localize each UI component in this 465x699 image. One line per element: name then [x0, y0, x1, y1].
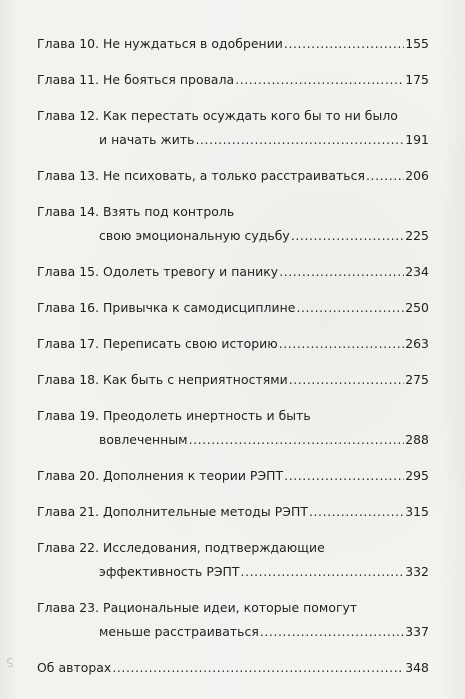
toc-entry-title-cont: и начать жить	[99, 132, 195, 147]
toc-page-number: 337	[405, 624, 429, 639]
toc-entry-chapter-17	[37, 332, 429, 356]
toc-entry-title: Глава 17. Переписать свою историю	[37, 336, 278, 351]
toc-entry-title: Об авторах	[37, 660, 112, 675]
toc-entry-title: Глава 16. Привычка к самодисциплине	[37, 300, 296, 315]
leader-dots	[284, 464, 404, 488]
toc-entry-title: Глава 11. Не бояться провала	[37, 72, 235, 87]
leader-dots	[195, 128, 404, 152]
toc-page-number: 225	[405, 228, 429, 243]
toc-page-number: 263	[405, 336, 429, 351]
toc-entry-chapter-23	[37, 596, 429, 644]
table-of-contents	[37, 32, 429, 675]
toc-entry-title: Глава 22. Исследования, подтверждающие	[37, 540, 325, 555]
toc-entry-chapter-11	[37, 68, 429, 92]
toc-entry-about-authors	[37, 656, 429, 680]
leader-dots	[366, 164, 404, 188]
leader-dots	[279, 260, 404, 284]
toc-entry-title: Глава 15. Одолеть тревогу и панику	[37, 264, 279, 279]
leader-dots	[289, 368, 404, 392]
leader-dots	[260, 620, 404, 644]
toc-page-number: 206	[405, 168, 429, 183]
leader-dots	[279, 332, 404, 356]
toc-page-number: 295	[405, 468, 429, 483]
toc-entry-title: Глава 23. Рациональные идеи, которые помогут	[37, 600, 358, 615]
toc-entry-title: Глава 19. Преодолеть инертность и быть	[37, 408, 311, 423]
toc-page-number: 332	[405, 564, 429, 579]
toc-entry-chapter-19	[37, 404, 429, 452]
toc-entry-chapter-20	[37, 464, 429, 488]
faint-page-number: 5	[6, 655, 14, 669]
toc-entry-chapter-22	[37, 536, 429, 584]
leader-dots	[189, 428, 405, 452]
toc-entry-title-cont: эффективность РЭПТ	[99, 564, 240, 579]
toc-entry-title-cont: вовлеченным	[99, 432, 188, 447]
toc-entry-title-cont: меньше расстраиваться	[99, 624, 259, 639]
toc-page-number: 191	[405, 132, 429, 147]
leader-dots	[241, 560, 405, 584]
toc-page-number: 234	[405, 264, 429, 279]
toc-entry-chapter-12	[37, 104, 429, 152]
leader-dots	[284, 32, 404, 56]
toc-entry-title: Глава 18. Как быть с неприятностями	[37, 372, 288, 387]
toc-entry-title: Глава 10. Не нуждаться в одобрении	[37, 36, 283, 51]
toc-entry-title: Глава 20. Дополнения к теории РЭПТ	[37, 468, 284, 483]
toc-entry-chapter-16	[37, 296, 429, 320]
leader-dots	[296, 296, 404, 320]
toc-entry-title: Глава 21. Дополнительные методы РЭПТ	[37, 504, 308, 519]
toc-entry-title-cont: свою эмоциональную судьбу	[99, 228, 290, 243]
toc-page-number: 155	[405, 36, 429, 51]
toc-entry-chapter-13	[37, 164, 429, 188]
toc-entry-chapter-21	[37, 500, 429, 524]
toc-page-number: 348	[405, 660, 429, 675]
toc-page-number: 315	[405, 504, 429, 519]
toc-entry-chapter-18	[37, 368, 429, 392]
toc-entry-chapter-14	[37, 200, 429, 248]
toc-page-number: 275	[405, 372, 429, 387]
toc-entry-chapter-10	[37, 32, 429, 56]
toc-page-number: 250	[405, 300, 429, 315]
leader-dots	[112, 656, 404, 680]
leader-dots	[235, 68, 404, 92]
toc-entry-chapter-15	[37, 260, 429, 284]
toc-page-number: 175	[405, 72, 429, 87]
toc-entry-title: Глава 12. Как перестать осуждать кого бы то ни было	[37, 108, 398, 123]
toc-entry-title: Глава 14. Взять под контроль	[37, 204, 235, 219]
toc-entry-title: Глава 13. Не психовать, а только расстраиваться	[37, 168, 365, 183]
toc-page-number: 288	[405, 432, 429, 447]
leader-dots	[291, 224, 404, 248]
leader-dots	[309, 500, 404, 524]
